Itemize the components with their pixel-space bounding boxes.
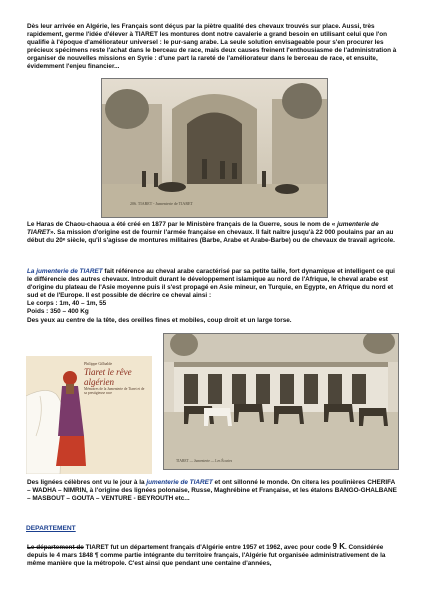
book-title-block (84, 362, 148, 396)
gate-photo-illustration (102, 79, 327, 217)
departement-code: 9 K (332, 542, 345, 551)
book-subtitle: Mémoires de la Jumenterie de Tiaret et de sa prestigieuse race (84, 386, 145, 396)
lineages-text-after: et ont sillonné le monde. On citera les poulinières CHERIFA – WADHA – NIMRIN, à l'origine des lignées polonaise, Russe, Maghrébine et Française, et les étalons BANGO-GHALBANE – MASBOUT – GOUTA – VENTURE - BEYROUTH etc... (27, 479, 397, 503)
departement-text: TIARET fut un département français d'Algérie entre 1957 et 1962, avec pour code (83, 544, 333, 551)
book-author: Philippe Gilbalde (84, 361, 113, 366)
jumenterie-gate-photo (101, 78, 328, 218)
arab-horse-paragraph (27, 268, 399, 325)
arab-horse-text: fait référence au cheval arabe caractérisé par sa petite taille, fort dynamique et intelligent ce qui le différencie des autres chevaux. Introduit durant le développement islamique au nord de l'Afrique, le cheval arabe est d'origine du plateau de l'Asie moyenne puis il s'est propagé en Asie mineur, en Turquie, en Egypte, en Afrique du nord et sud et de l'Europe. Il est possible de décrire ce cheval ainsi : (27, 268, 395, 300)
lineages-jumenterie-name: jumenterie de TIARET (146, 479, 213, 486)
lineages-paragraph (27, 479, 399, 503)
arab-horse-lead: La jumenterie de TIARET (27, 268, 103, 275)
body-size-line: Le corps : 1m, 40 – 1m, 55 (27, 300, 107, 308)
departement-heading: DEPARTEMENT (26, 525, 76, 532)
departement-text-cont: . Considérée depuis le 4 mars 1848 ¶ comme partie intégrante du territoire français, l'Algérie fut organisée administrativement de la même manière que la métropole. C'est ainsi que pendant une centaine d'années, (27, 544, 386, 568)
departement-struck-text: Le département de (27, 544, 84, 551)
stables-photo-illustration (164, 334, 398, 469)
book-cover-image (26, 356, 152, 474)
haras-paragraph (27, 221, 399, 245)
haras-jumenterie-name: jumenterie de TIARET (27, 221, 379, 237)
haras-text-after: ». Sa mission d'origine est de fournir l'armée française en chevaux. Il fait naître jusqu'à 22 000 poulains par an au début du 20ᵉ siècle, qu'il s'agisse de montures militaires (Barbe, Arabe et Arabe-Barbe) ou de chevaux de travail agricole. (27, 229, 395, 245)
intro-paragraph: Dès leur arrivée en Algérie, les Français sont déçus par la piètre qualité des chevaux trouvés sur place. Aussi, très rapidement, germe l'idée d'élever à TIARET les montures dont notre cavalerie a grand besoin en utilisant celui que l'on qualifie à l'époque d'améliorateur universel : le pur-sang arabe. La seule solution envisageable pour s'en procurer les précieux spécimens reste l'achat dans le berceau de race, mais deux causes freinent l'enthousiasme de l'administration à organiser de nouvelles missions en Syrie : d'une part la rareté de l'améliorateur dans le berceau de race, et ensuite, évidemment l'enjeu financier... (27, 23, 397, 71)
photo1-caption: 206. TIARET - Jumenterie de TIARET (130, 201, 193, 206)
eyes-line: Des yeux au centre de la tête, des oreilles fines et mobiles, coup droit et un large torse. (27, 316, 292, 324)
haras-text-before: Le Haras de Chaou-chaoua a été créé en 1877 par le Ministère français de la Guerre, sous le nom de « (27, 221, 338, 228)
departement-paragraph (27, 543, 399, 568)
weight-line: Poids : 350 – 400 Kg (27, 308, 89, 316)
book-title: Tiaret le rêve algérien (84, 366, 132, 387)
stables-photo (163, 333, 399, 470)
photo2-caption: TIARET — Jumenterie — Les Écuries (176, 459, 233, 463)
lineages-text-before: Des lignées célèbres ont vu le jour à la (27, 479, 147, 486)
